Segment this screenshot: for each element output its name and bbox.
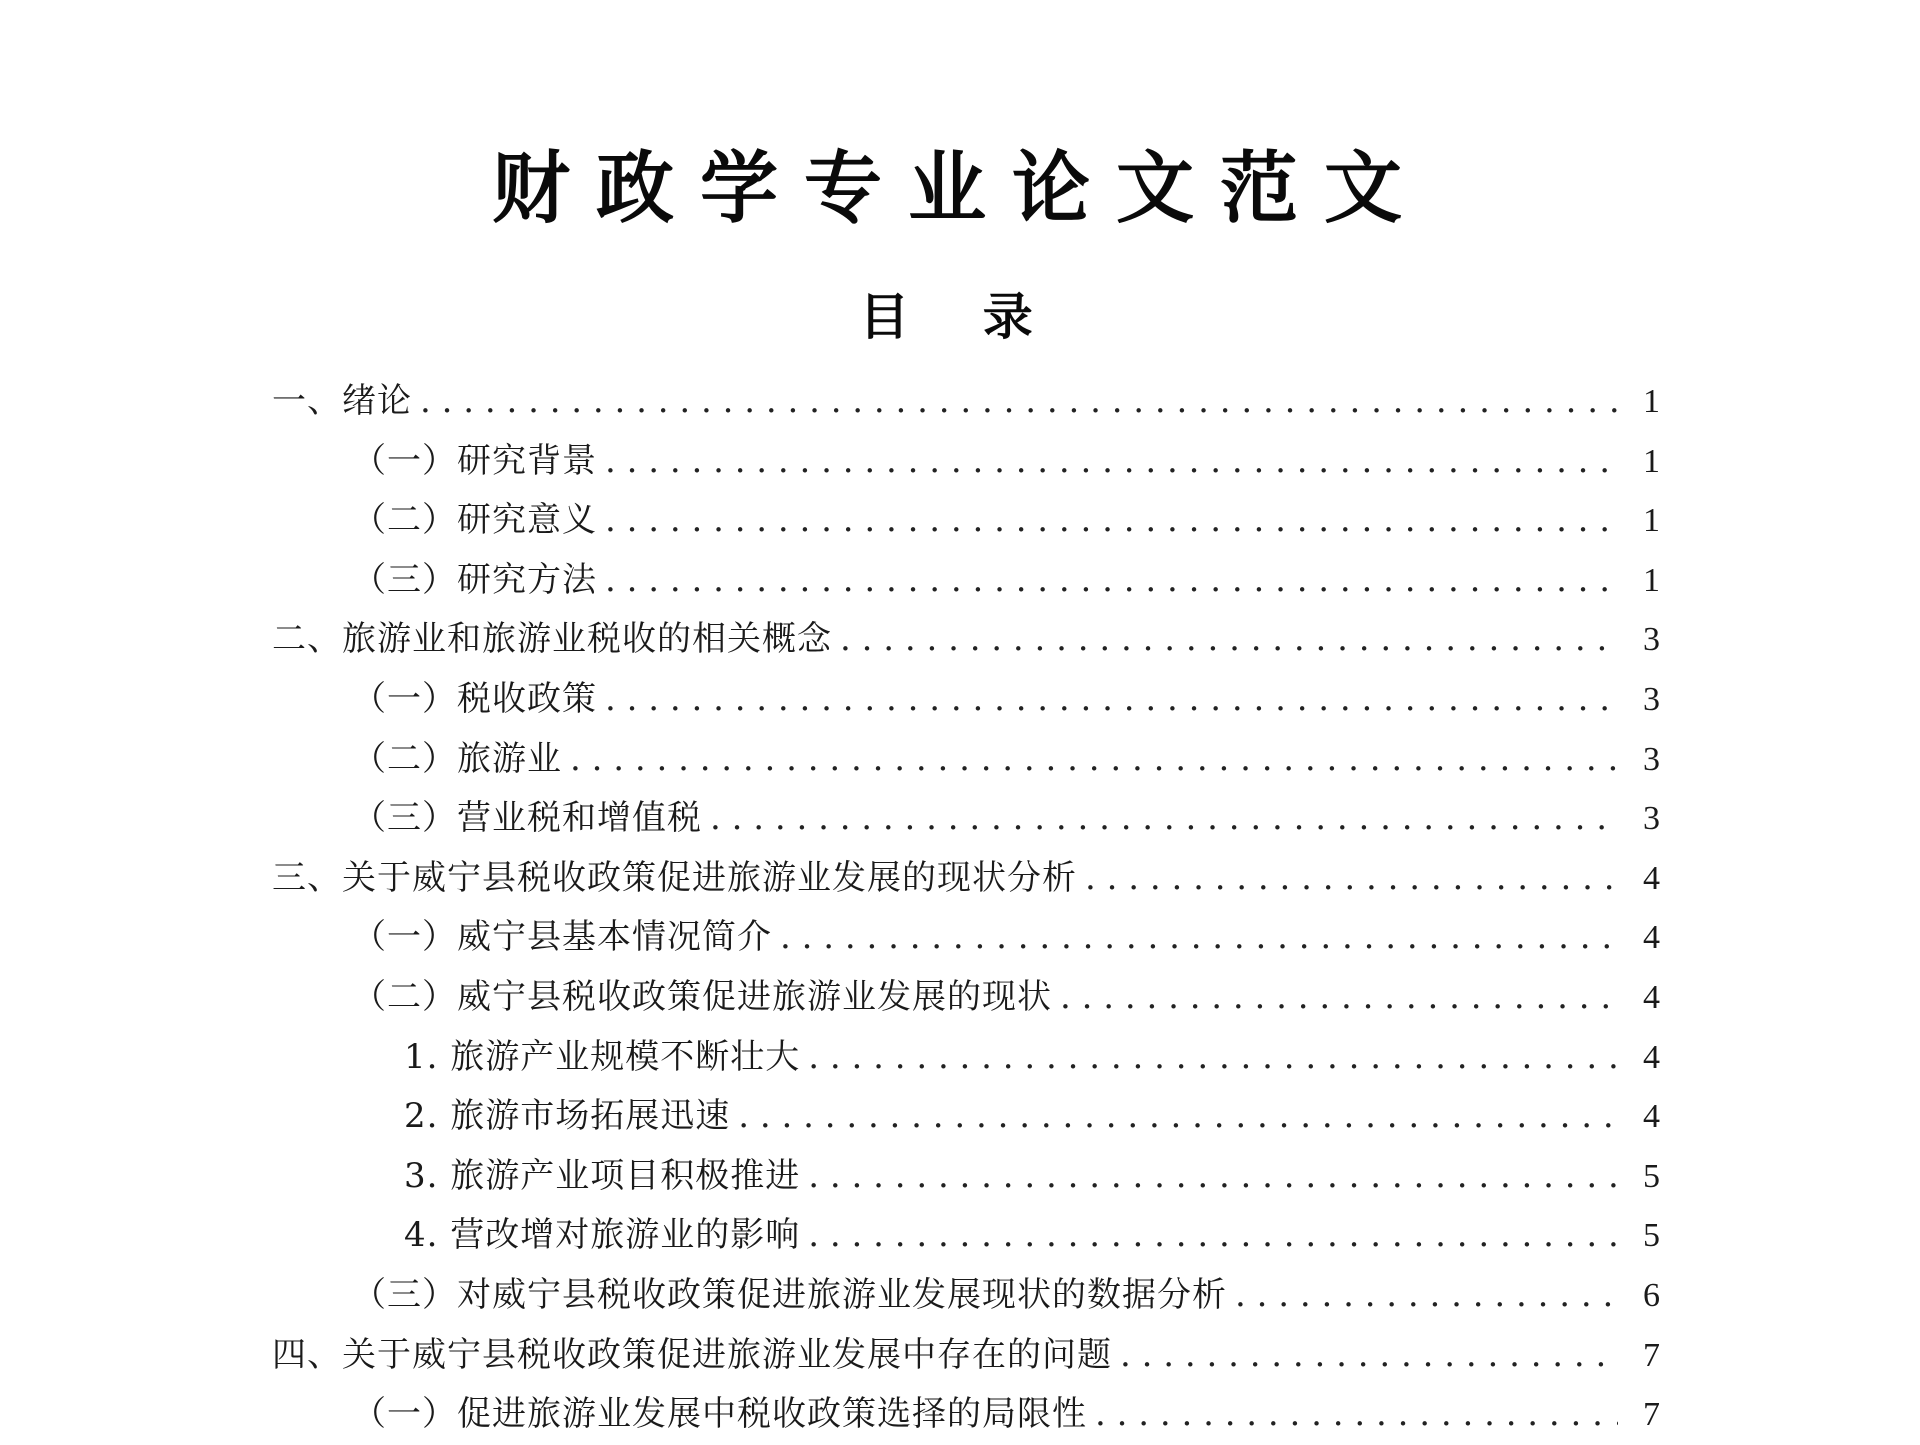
toc-entry-page-number: 7: [1643, 1396, 1660, 1434]
toc-entry[interactable]: [272, 1385, 1660, 1445]
toc-entry-title: 四、关于威宁县税收政策促进旅游业发展中存在的问题: [272, 1334, 1112, 1375]
toc-dot-leader: [738, 1087, 1618, 1147]
toc-entry-page-number: 4: [1643, 859, 1660, 897]
toc-entry-title: （二）威宁县税收政策促进旅游业发展的现状: [352, 976, 1052, 1017]
toc-entry-page-number: 1: [1643, 383, 1660, 420]
table-of-contents: [272, 372, 1660, 1445]
toc-entry-page-number: 3: [1643, 621, 1660, 659]
toc-entry[interactable]: [272, 908, 1660, 968]
toc-entry[interactable]: [272, 372, 1660, 432]
toc-entry-title: （二）研究意义: [352, 500, 597, 541]
toc-entry-page-number: 6: [1643, 1276, 1660, 1314]
toc-entry-title: （一）研究背景: [352, 440, 597, 481]
toc-entry-title: 2. 旅游市场拓展迅速: [404, 1096, 731, 1137]
toc-entry-page-number: 3: [1643, 740, 1660, 778]
toc-entry-page-number: 5: [1643, 1217, 1660, 1255]
toc-dot-leader: [570, 730, 1618, 790]
toc-entry-page-number: 1: [1643, 502, 1660, 540]
document-title: 财政学专业论文范文: [491, 143, 1428, 234]
toc-dot-leader: [808, 1206, 1618, 1266]
toc-entry-page-number: 4: [1643, 1038, 1660, 1076]
toc-dot-leader: [1085, 849, 1618, 909]
toc-entry[interactable]: [272, 551, 1660, 611]
toc-entry[interactable]: [272, 610, 1660, 670]
toc-entry-title: 4. 营改增对旅游业的影响: [404, 1215, 801, 1256]
toc-entry[interactable]: [272, 432, 1660, 492]
toc-entry[interactable]: [272, 1087, 1660, 1147]
toc-entry[interactable]: [272, 730, 1660, 790]
toc-entry-page-number: 7: [1643, 1336, 1660, 1374]
toc-dot-leader: [605, 551, 1618, 611]
toc-dot-leader: [420, 372, 1618, 432]
toc-entry-title: （三）营业税和增值税: [352, 798, 702, 839]
toc-entry-title: 1. 旅游产业规模不断壮大: [404, 1036, 801, 1077]
toc-entry[interactable]: [272, 968, 1660, 1028]
toc-entry[interactable]: [272, 670, 1660, 730]
toc-entry-title: 三、关于威宁县税收政策促进旅游业发展的现状分析: [272, 857, 1077, 898]
toc-dot-leader: [605, 432, 1618, 492]
toc-entry-title: 一、绪论: [272, 381, 412, 421]
toc-entry[interactable]: [272, 491, 1660, 551]
toc-dot-leader: [1120, 1326, 1618, 1386]
toc-dot-leader: [808, 1147, 1618, 1207]
toc-entry[interactable]: [272, 789, 1660, 849]
toc-entry-page-number: 1: [1643, 561, 1660, 599]
toc-entry[interactable]: [272, 1147, 1660, 1207]
toc-entry-page-number: 3: [1643, 800, 1660, 838]
toc-entry-page-number: 4: [1643, 1098, 1660, 1136]
toc-entry-title: （二）旅游业: [352, 738, 562, 779]
toc-entry-page-number: 4: [1643, 978, 1660, 1016]
toc-dot-leader: [780, 908, 1618, 968]
toc-entry[interactable]: [272, 1326, 1660, 1386]
toc-dot-leader: [605, 670, 1618, 730]
toc-entry-title: 二、旅游业和旅游业税收的相关概念: [272, 619, 832, 660]
toc-entry-page-number: 1: [1643, 442, 1660, 480]
toc-dot-leader: [1060, 968, 1618, 1028]
toc-entry-title: （三）对威宁县税收政策促进旅游业发展现状的数据分析: [352, 1274, 1227, 1315]
toc-entry-title: 3. 旅游产业项目积极推进: [404, 1155, 801, 1196]
toc-dot-leader: [840, 610, 1618, 670]
toc-dot-leader: [1235, 1266, 1618, 1326]
toc-entry-title: （一）促进旅游业发展中税收政策选择的局限性: [352, 1394, 1087, 1435]
toc-dot-leader: [808, 1028, 1618, 1088]
toc-dot-leader: [1095, 1385, 1618, 1445]
toc-heading: 目 录: [859, 287, 1061, 346]
toc-entry-title: （三）研究方法: [352, 559, 597, 600]
toc-entry-page-number: 3: [1643, 680, 1660, 718]
toc-entry[interactable]: [272, 1206, 1660, 1266]
toc-entry[interactable]: [272, 849, 1660, 909]
toc-entry-page-number: 4: [1643, 919, 1660, 957]
toc-entry-page-number: 5: [1643, 1157, 1660, 1195]
toc-entry-title: （一）威宁县基本情况简介: [352, 917, 772, 958]
toc-dot-leader: [710, 789, 1618, 849]
toc-dot-leader: [605, 491, 1618, 551]
toc-entry[interactable]: [272, 1266, 1660, 1326]
toc-entry[interactable]: [272, 1028, 1660, 1088]
toc-entry-title: （一）税收政策: [352, 678, 597, 719]
